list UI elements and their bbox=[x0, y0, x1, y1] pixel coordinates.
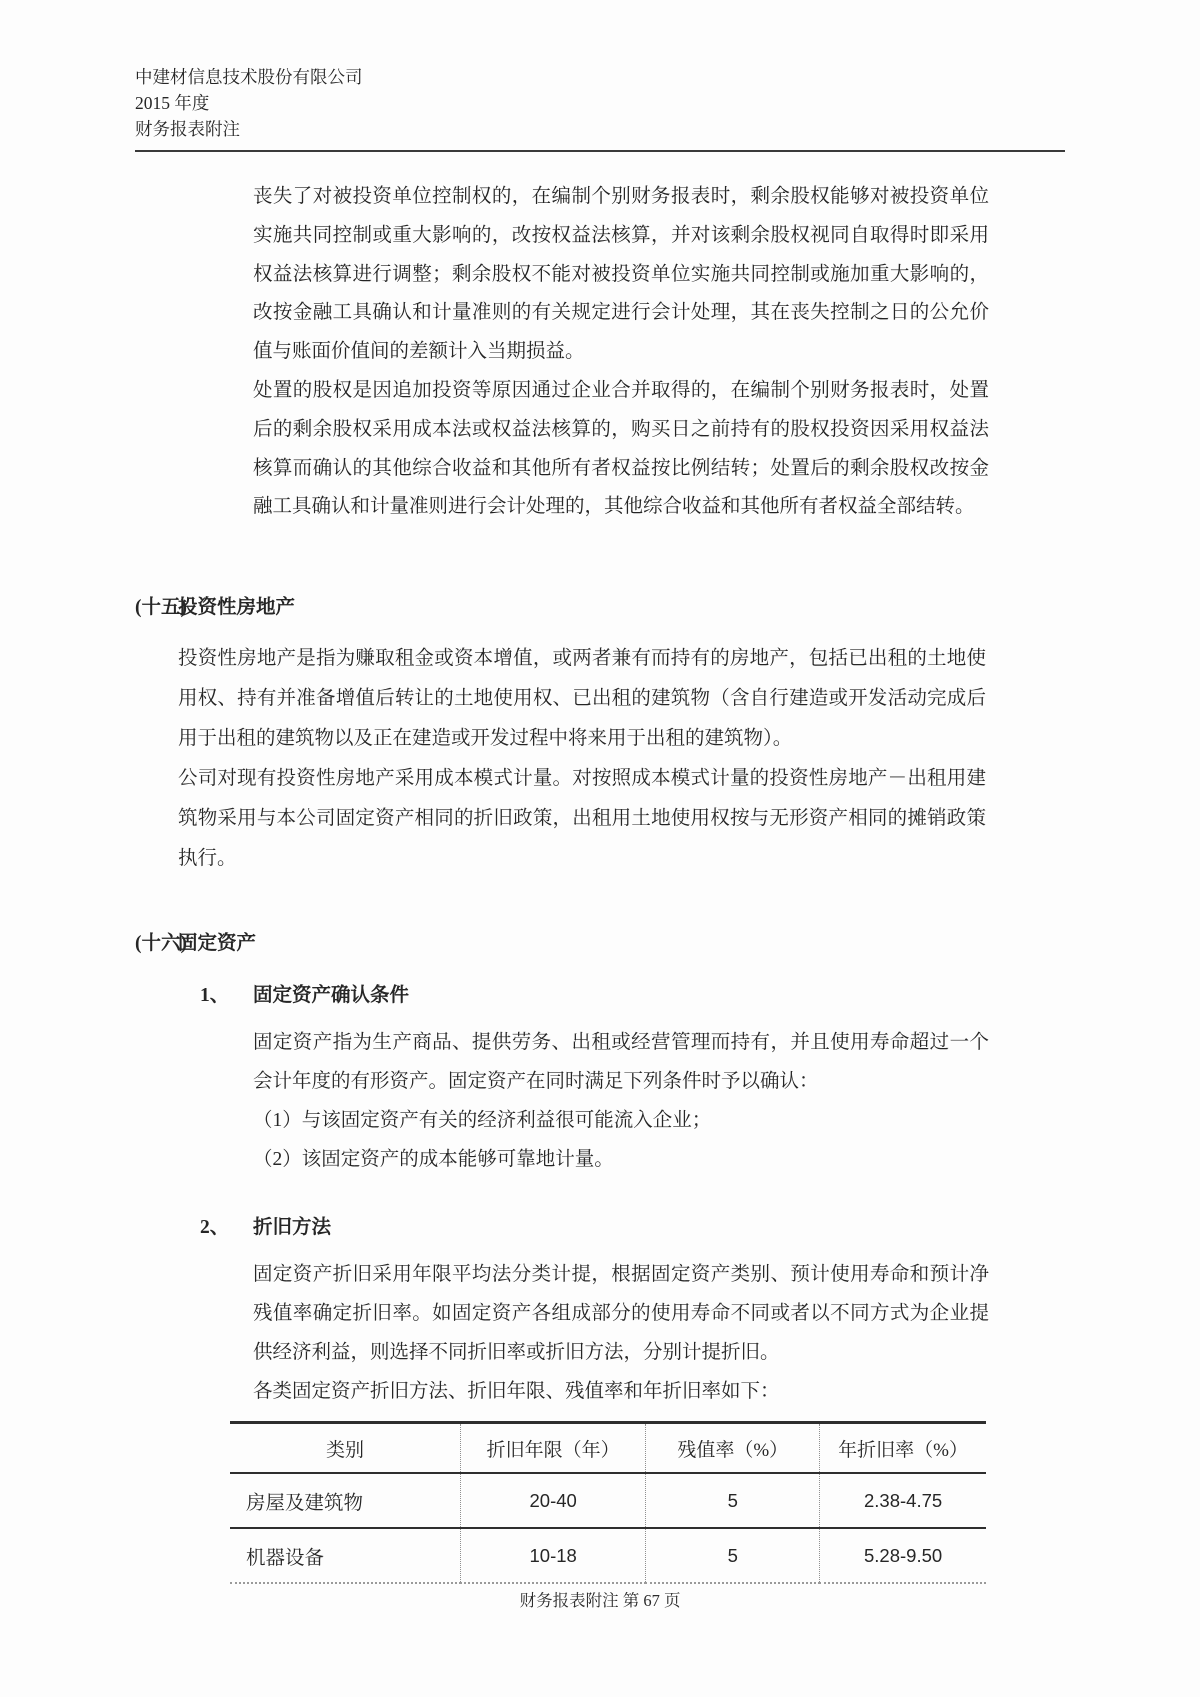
cell-category: 房屋及建筑物 bbox=[230, 1473, 461, 1528]
document-title: 财务报表附注 bbox=[135, 119, 240, 139]
cell-useful-life: 10-18 bbox=[461, 1528, 646, 1583]
subsection-title: 折旧方法 bbox=[253, 1217, 332, 1239]
page-footer bbox=[0, 1587, 1200, 1697]
paragraph: 投资性房地产是指为赚取租金或资本增值，或两者兼有而持有的房地产，包括已出租的土地使用权、持有并准备增值后转让的土地使用权、已出租的建筑物（含自行建造或开发活动完成后用于出租的建筑物以及正在建造或开发过程中将来用于出租的建筑物）。 bbox=[178, 648, 986, 750]
subsection-body bbox=[253, 1023, 989, 1179]
section-title: 固定资产 bbox=[178, 933, 257, 955]
col-header-residual-rate: 残值率（%） bbox=[646, 1423, 820, 1474]
section-heading bbox=[135, 929, 1065, 959]
section-body bbox=[178, 639, 986, 879]
section-investment-property bbox=[135, 593, 1065, 879]
col-header-useful-life: 折旧年限（年） bbox=[461, 1423, 646, 1474]
subsection-heading-depreciation bbox=[200, 1213, 1065, 1243]
header-divider bbox=[135, 150, 1065, 152]
section-fixed-assets bbox=[135, 929, 1065, 1584]
list-item: （1）与该固定资产有关的经济利益很可能流入企业； bbox=[253, 1110, 712, 1132]
col-header-category: 类别 bbox=[230, 1423, 461, 1474]
company-name: 中建材信息技术股份有限公司 bbox=[135, 67, 363, 87]
col-header-annual-rate: 年折旧率（%） bbox=[820, 1423, 986, 1474]
table-row bbox=[230, 1473, 986, 1528]
section-number: (十五) bbox=[135, 597, 187, 619]
intro-section bbox=[253, 178, 989, 527]
depreciation-table-wrap bbox=[230, 1421, 986, 1584]
subsection-heading-recognition bbox=[200, 981, 1065, 1011]
page-header bbox=[135, 64, 1065, 142]
depreciation-table bbox=[230, 1421, 986, 1584]
subsection-number: 2、 bbox=[200, 1217, 230, 1239]
table-row bbox=[230, 1528, 986, 1583]
paragraph: 固定资产折旧采用年限平均法分类计提，根据固定资产类别、预计使用寿命和预计净残值率确定折旧率。如固定资产各组成部分的使用寿命不同或者以不同方式为企业提供经济利益，则选择不同折旧率或折旧方法，分别计提折旧。 bbox=[253, 1264, 989, 1364]
cell-residual-rate: 5 bbox=[646, 1473, 820, 1528]
section-heading bbox=[135, 593, 1065, 623]
section-number: (十六) bbox=[135, 933, 187, 955]
paragraph: 丧失了对被投资单位控制权的，在编制个别财务报表时，剩余股权能够对被投资单位实施共同控制或重大影响的，改按权益法核算，并对该剩余股权视同自取得时即采用权益法核算进行调整；剩余股权不能对被投资单位实施共同控制或施加重大影响的，改按金融工具确认和计量准则的有关规定进行会计处理，其在丧失控制之日的公允价值与账面价值间的差额计入当期损益。 bbox=[253, 186, 989, 363]
table-header-row bbox=[230, 1423, 986, 1474]
cell-annual-rate: 5.28-9.50 bbox=[820, 1528, 986, 1583]
subsection-number: 1、 bbox=[200, 985, 230, 1007]
list-item: （2）该固定资产的成本能够可靠地计量。 bbox=[253, 1149, 614, 1171]
cell-category: 机器设备 bbox=[246, 1547, 325, 1569]
paragraph: 固定资产指为生产商品、提供劳务、出租或经营管理而持有，并且使用寿命超过一个会计年度的有形资产。固定资产在同时满足下列条件时予以确认： bbox=[253, 1032, 989, 1093]
cell-useful-life: 20-40 bbox=[461, 1473, 646, 1528]
section-title: 投资性房地产 bbox=[178, 597, 296, 619]
paragraph: 各类固定资产折旧方法、折旧年限、残值率和年折旧率如下： bbox=[253, 1381, 780, 1403]
subsection-body bbox=[253, 1255, 989, 1411]
fiscal-year: 2015 年度 bbox=[135, 93, 210, 113]
paragraph: 公司对现有投资性房地产采用成本模式计量。对按照成本模式计量的投资性房地产－出租用建筑物采用与本公司固定资产相同的折旧政策，出租用土地使用权按与无形资产相同的摊销政策执行。 bbox=[178, 768, 986, 870]
paragraph: 处置的股权是因追加投资等原因通过企业合并取得的，在编制个别财务报表时，处置后的剩余股权采用成本法或权益法核算的，购买日之前持有的股权投资因采用权益法核算而确认的其他综合收益和其他所有者权益按比例结转；处置后的剩余股权改按金融工具确认和计量准则进行会计处理的，其他综合收益和其他所有者权益全部结转。 bbox=[253, 379, 989, 518]
cell-annual-rate: 2.38-4.75 bbox=[820, 1473, 986, 1528]
cell-residual-rate: 5 bbox=[646, 1528, 820, 1583]
subsection-title: 固定资产确认条件 bbox=[253, 985, 410, 1007]
page-footer-text: 财务报表附注 第 67 页 bbox=[519, 1591, 681, 1610]
